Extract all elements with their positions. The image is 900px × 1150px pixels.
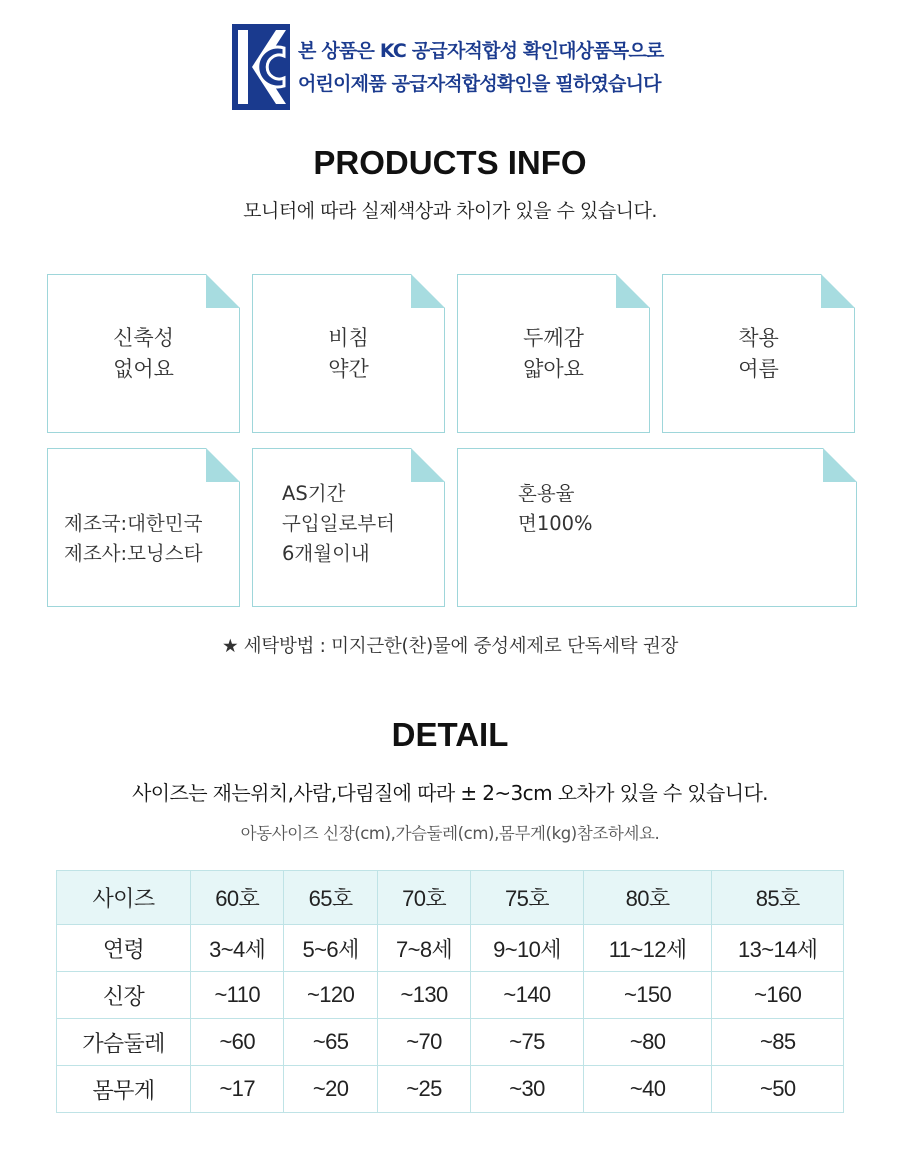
- kc-notice: [298, 35, 663, 101]
- folded-corner-icon: [821, 274, 855, 308]
- table-cell: 5~6세: [284, 925, 377, 972]
- card-origin-maker: 제조사:모닝스타: [64, 542, 203, 565]
- card-sheer-value: 약간: [328, 356, 369, 381]
- card-thickness: [457, 274, 650, 433]
- table-row: [57, 1066, 844, 1113]
- header-cell: 65호: [284, 871, 377, 925]
- folded-corner-icon: [616, 274, 650, 308]
- card-blend: [457, 448, 857, 607]
- size-table: [56, 870, 844, 1113]
- card-as-period: [252, 448, 445, 607]
- kc-notice-line2: 어린이제품 공급자적합성확인을 필하였습니다: [298, 73, 661, 95]
- table-row: [57, 972, 844, 1019]
- table-cell: ~25: [377, 1066, 470, 1113]
- card-sheer: [252, 274, 445, 433]
- detail-title: DETAIL: [391, 716, 509, 753]
- table-cell: 13~14세: [712, 925, 844, 972]
- header-cell: 70호: [377, 871, 470, 925]
- table-cell: ~17: [191, 1066, 284, 1113]
- card-season-label: 착용: [738, 325, 779, 350]
- table-cell: 7~8세: [377, 925, 470, 972]
- folded-corner-icon: [206, 274, 240, 308]
- folded-corner-icon: [206, 448, 240, 482]
- table-cell: ~120: [284, 972, 377, 1019]
- table-cell: ~140: [471, 972, 583, 1019]
- products-info-subtitle: 모니터에 따라 실제색상과 차이가 있을 수 있습니다.: [243, 200, 657, 222]
- card-as-line2: 구입일로부터: [282, 512, 396, 535]
- folded-corner-icon: [411, 448, 445, 482]
- table-cell: ~60: [191, 1019, 284, 1066]
- card-origin: [47, 448, 240, 607]
- card-as-line3: 6개월이내: [282, 542, 370, 565]
- header-cell: 85호: [712, 871, 844, 925]
- header-cell: 75호: [471, 871, 583, 925]
- table-cell: ~20: [284, 1066, 377, 1113]
- card-stretch-value: 없어요: [113, 356, 174, 381]
- row-label: 신장: [57, 972, 191, 1019]
- folded-corner-icon: [823, 448, 857, 482]
- card-stretch-label: 신축성: [113, 325, 174, 350]
- card-sheer-label: 비침: [328, 325, 369, 350]
- card-stretch: [47, 274, 240, 433]
- size-table-header: [57, 871, 844, 925]
- card-blend-label: 혼용율: [518, 482, 575, 505]
- row-label: 연령: [57, 925, 191, 972]
- card-blend-value: 면100%: [518, 512, 593, 535]
- folded-corner-icon: [411, 274, 445, 308]
- table-cell: ~65: [284, 1019, 377, 1066]
- kc-certification: [232, 24, 662, 110]
- table-cell: ~150: [583, 972, 712, 1019]
- table-cell: ~30: [471, 1066, 583, 1113]
- card-season-value: 여름: [738, 356, 779, 381]
- card-thickness-label: 두께감: [523, 325, 584, 350]
- table-cell: 9~10세: [471, 925, 583, 972]
- row-label: 가슴둘레: [57, 1019, 191, 1066]
- header-cell: 사이즈: [57, 871, 191, 925]
- table-cell: ~85: [712, 1019, 844, 1066]
- kc-notice-line1: 본 상품은 KC 공급자적합성 확인대상품목으로: [298, 40, 664, 62]
- header-cell: 80호: [583, 871, 712, 925]
- table-cell: ~50: [712, 1066, 844, 1113]
- table-cell: ~130: [377, 972, 470, 1019]
- table-cell: ~70: [377, 1019, 470, 1066]
- table-cell: 11~12세: [583, 925, 712, 972]
- table-cell: ~160: [712, 972, 844, 1019]
- table-cell: ~40: [583, 1066, 712, 1113]
- kc-mark-icon: [232, 24, 290, 110]
- card-thickness-value: 얇아요: [523, 356, 584, 381]
- table-cell: ~75: [471, 1019, 583, 1066]
- table-cell: 3~4세: [191, 925, 284, 972]
- detail-note: 아동사이즈 신장(cm),가슴둘레(cm),몸무게(kg)참조하세요.: [240, 824, 660, 843]
- products-info-title: PRODUCTS INFO: [313, 144, 587, 181]
- detail-subtitle: 사이즈는 재는위치,사람,다림질에 따라 ± 2~3cm 오차가 있을 수 있습니다.: [132, 781, 768, 805]
- table-row: [57, 1019, 844, 1066]
- washing-instructions: ★ 세탁방법 : 미지근한(찬)물에 중성세제로 단독세탁 권장: [221, 636, 679, 657]
- card-origin-country: 제조국:대한민국: [64, 512, 203, 535]
- table-row: [57, 925, 844, 972]
- header-cell: 60호: [191, 871, 284, 925]
- table-cell: ~110: [191, 972, 284, 1019]
- card-as-label: AS기간: [282, 482, 346, 505]
- card-season: [662, 274, 855, 433]
- table-cell: ~80: [583, 1019, 712, 1066]
- row-label: 몸무게: [57, 1066, 191, 1113]
